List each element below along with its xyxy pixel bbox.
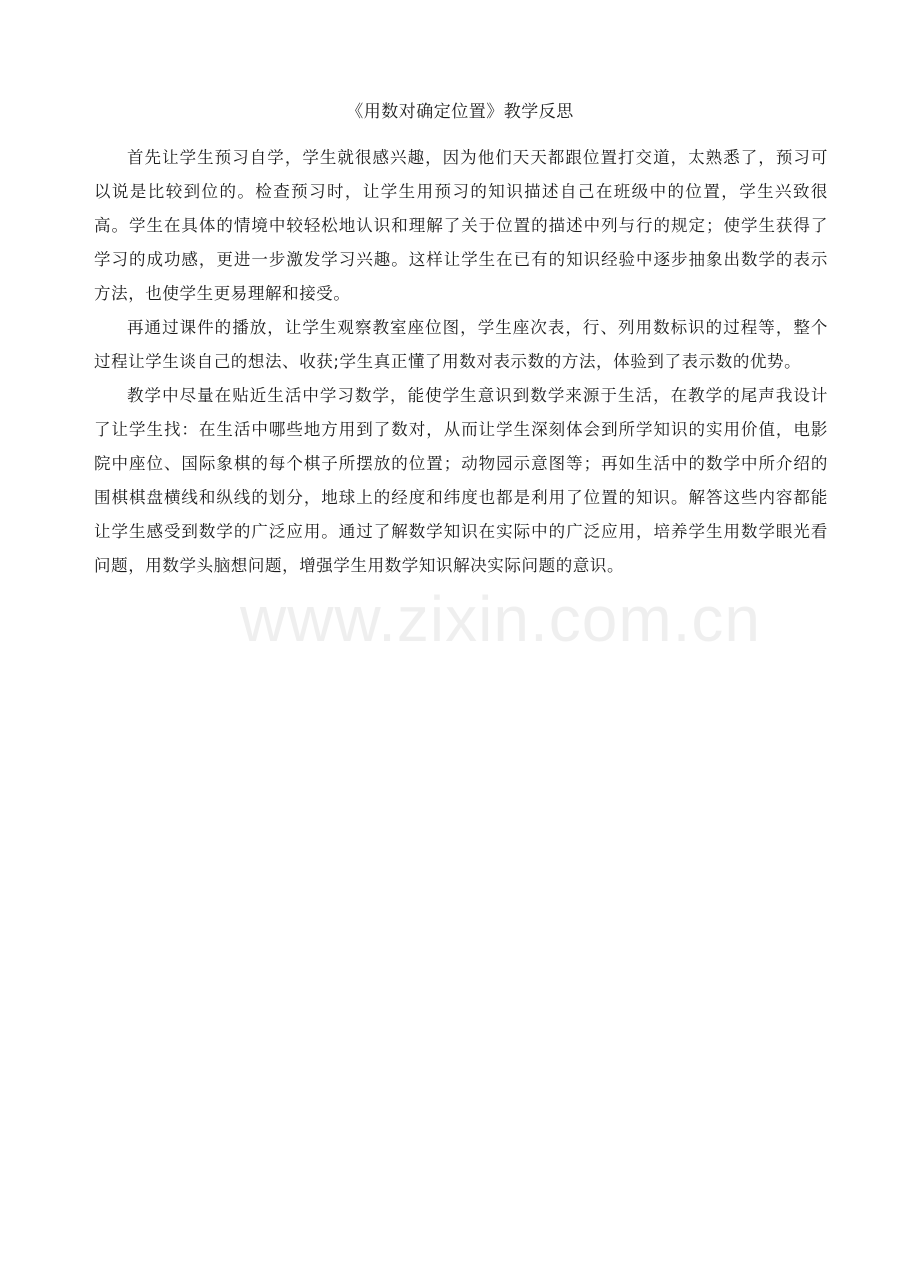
paragraph-2: 再通过课件的播放，让学生观察教室座位图，学生座次表，行、列用数标识的过程等，整个过程让学生谈自己的想法、收获;学生真正懂了用数对表示数的方法，体验到了表示数的优势。	[94, 318, 828, 371]
document-title: 《用数对确定位置》教学反思	[346, 102, 574, 122]
paragraph-1: 首先让学生预习自学，学生就很感兴趣，因为他们天天都跟位置打交道，太熟悉了，预习可以说是比较到位的。检查预习时，让学生用预习的知识描述自己在班级中的位置，学生兴致很高。学生在具体的情境中较轻松地认识和理解了关于位置的描述中列与行的规定；使学生获得了学习的成功感，更进一步激发学习兴趣。这样让学生在已有的知识经验中逐步抽象出数学的表示方法，也使学生更易理解和接受。	[94, 148, 828, 303]
document-body	[94, 141, 828, 583]
paragraph-3: 教学中尽量在贴近生活中学习数学，能使学生意识到数学来源于生活，在教学的尾声我设计了让学生找：在生活中哪些地方用到了数对，从而让学生深刻体会到所学知识的实用价值，电影院中座位、国际象棋的每个棋子所摆放的位置；动物园示意图等；再如生活中的数学中所介绍的围棋棋盘横线和纵线的划分，地球上的经度和纬度也都是利用了位置的知识。解答这些内容都能让学生感受到数学的广泛应用。通过了解数学知识在实际中的广泛应用，培养学生用数学眼光看问题，用数学头脑想问题，增强学生用数学知识解决实际问题的意识。	[94, 386, 828, 575]
watermark: www.zixin.com.cn	[240, 583, 761, 655]
